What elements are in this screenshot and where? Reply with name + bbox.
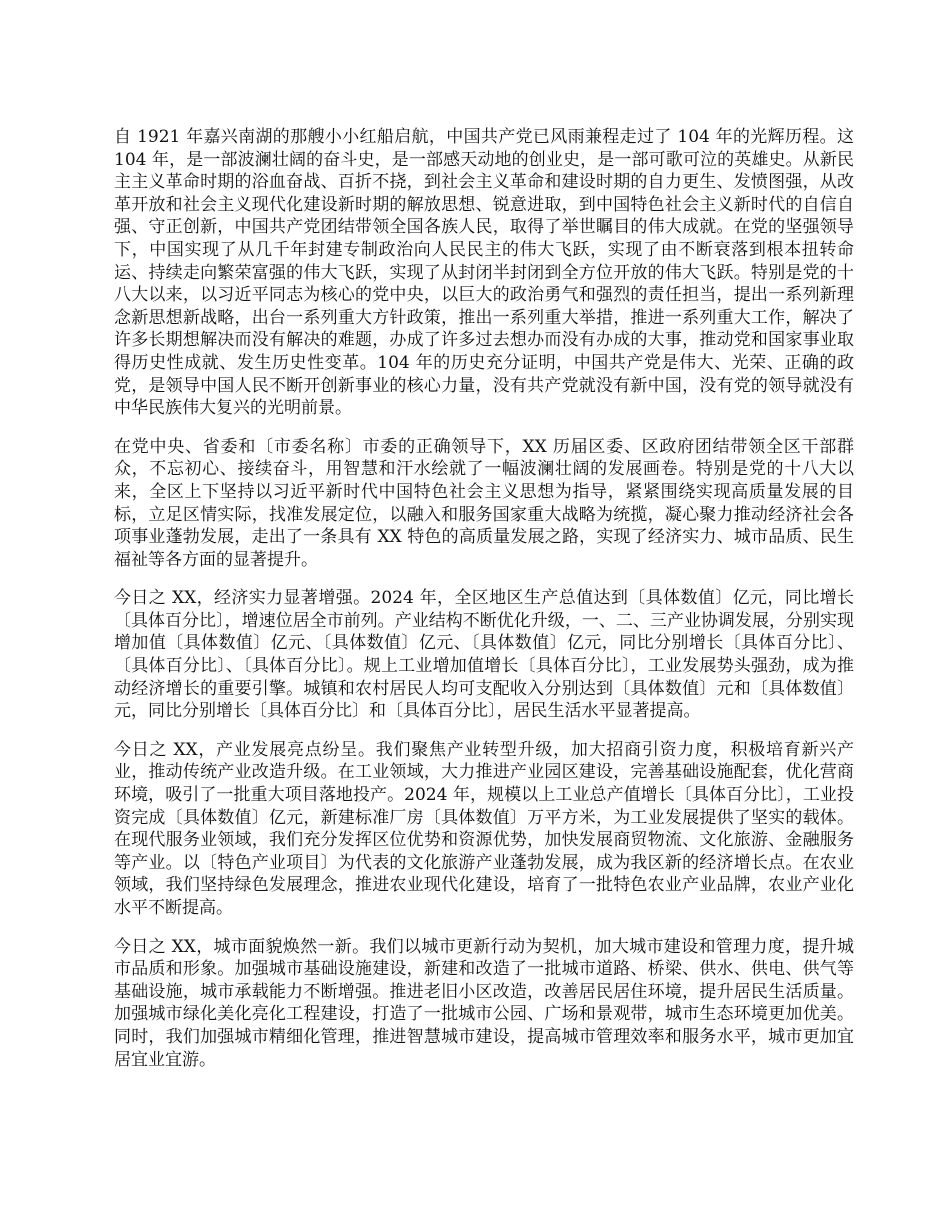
- paragraph-economic-strength: 今日之 XX，经济实力显著增强。2024 年，全区地区生产总值达到〔具体数值〕亿元，同比增长〔具体百分比〕，增速位居全市前列。产业结构不断优化升级，一、二、三产业协调发展，分别实现增加值〔具体数值〕亿元、〔具体数值〕亿元、〔具体数值〕亿元，同比分别增长〔具体百分比〕、〔具体百分比〕、〔具体百分比〕。规上工业增加值增长〔具体百分比〕，工业发展势头强劲，成为推动经济增长的重要引擎。城镇和农村居民人均可支配收入分别达到〔具体数值〕元和〔具体数值〕元，同比分别增长〔具体百分比〕和〔具体百分比〕，居民生活水平显著提高。: [114, 588, 854, 722]
- paragraph-industry-development: 今日之 XX，产业发展亮点纷呈。我们聚焦产业转型升级，加大招商引资力度，积极培育新兴产业，推动传统产业改造升级。在工业领域，大力推进产业园区建设，完善基础设施配套，优化营商环境，吸引了一批重大项目落地投产。2024 年，规模以上工业总产值增长〔具体百分比〕，工业投资完成〔具体数值〕亿元，新建标准厂房〔具体数值〕万平方米，为工业发展提供了坚实的载体。在现代服务业领域，我们充分发挥区位优势和资源优势，加快发展商贸物流、文化旅游、金融服务等产业。以〔特色产业项目〕为代表的文化旅游产业蓬勃发展，成为我区新的经济增长点。在农业领域，我们坚持绿色发展理念，推进农业现代化建设，培育了一批特色农业产业品牌，农业产业化水平不断提高。: [114, 739, 854, 918]
- paragraph-city-appearance: 今日之 XX，城市面貌焕然一新。我们以城市更新行动为契机，加大城市建设和管理力度，提升城市品质和形象。加强城市基础设施建设，新建和改造了一批城市道路、桥梁、供水、供电、供气等基础设施，城市承载能力不断增强。推进老旧小区改造，改善居民居住环境，提升居民生活质量。加强城市绿化美化亮化工程建设，打造了一批城市公园、广场和景观带，城市生态环境更加优美。同时，我们加强城市精细化管理，推进智慧城市建设，提高城市管理效率和服务水平，城市更加宜居宜业宜游。: [114, 936, 854, 1070]
- paragraph-district-leadership: 在党中央、省委和〔市委名称〕市委的正确领导下，XX 历届区委、区政府团结带领全区干部群众，不忘初心、接续奋斗，用智慧和汗水绘就了一幅波澜壮阔的发展画卷。特别是党的十八大以来，全区上下坚持以习近平新时代中国特色社会主义思想为指导，紧紧围绕实现高质量发展的目标，立足区情实际，找准发展定位，以融入和服务国家重大战略为统揽，凝心聚力推动经济社会各项事业蓬勃发展，走出了一条具有 XX 特色的高质量发展之路，实现了经济实力、城市品质、民生福祉等各方面的显著提升。: [114, 436, 854, 570]
- paragraph-party-history: 自 1921 年嘉兴南湖的那艘小小红船启航，中国共产党已风雨兼程走过了 104 年的光辉历程。这 104 年，是一部波澜壮阔的奋斗史，是一部感天动地的创业史，是一部可歌可泣的英雄史。从新民主主义革命时期的浴血奋战、百折不挠，到社会主义革命和建设时期的自力更生、发愤图强，从改革开放和社会主义现代化建设新时期的解放思想、锐意进取，到中国特色社会主义新时代的自信自强、守正创新，中国共产党团结带领全国各族人民，取得了举世瞩目的伟大成就。在党的坚强领导下，中国实现了从几千年封建专制政治向人民民主的伟大飞跃，实现了由不断衰落到根本扭转命运、持续走向繁荣富强的伟大飞跃，实现了从封闭半封闭到全方位开放的伟大飞跃。特别是党的十八大以来，以习近平同志为核心的党中央，以巨大的政治勇气和强烈的责任担当，提出一系列新理念新思想新战略，出台一系列重大方针政策，推出一系列重大举措，推进一系列重大工作，解决了许多长期想解决而没有解决的难题，办成了许多过去想办而没有办成的大事，推动党和国家事业取得历史性成就、发生历史性变革。104 年的历史充分证明，中国共产党是伟大、光荣、正确的政党，是领导中国人民不断开创新事业的核心力量，没有共产党就没有新中国，没有党的领导就没有中华民族伟大复兴的光明前景。: [114, 127, 854, 419]
- document-body: [114, 126, 854, 1087]
